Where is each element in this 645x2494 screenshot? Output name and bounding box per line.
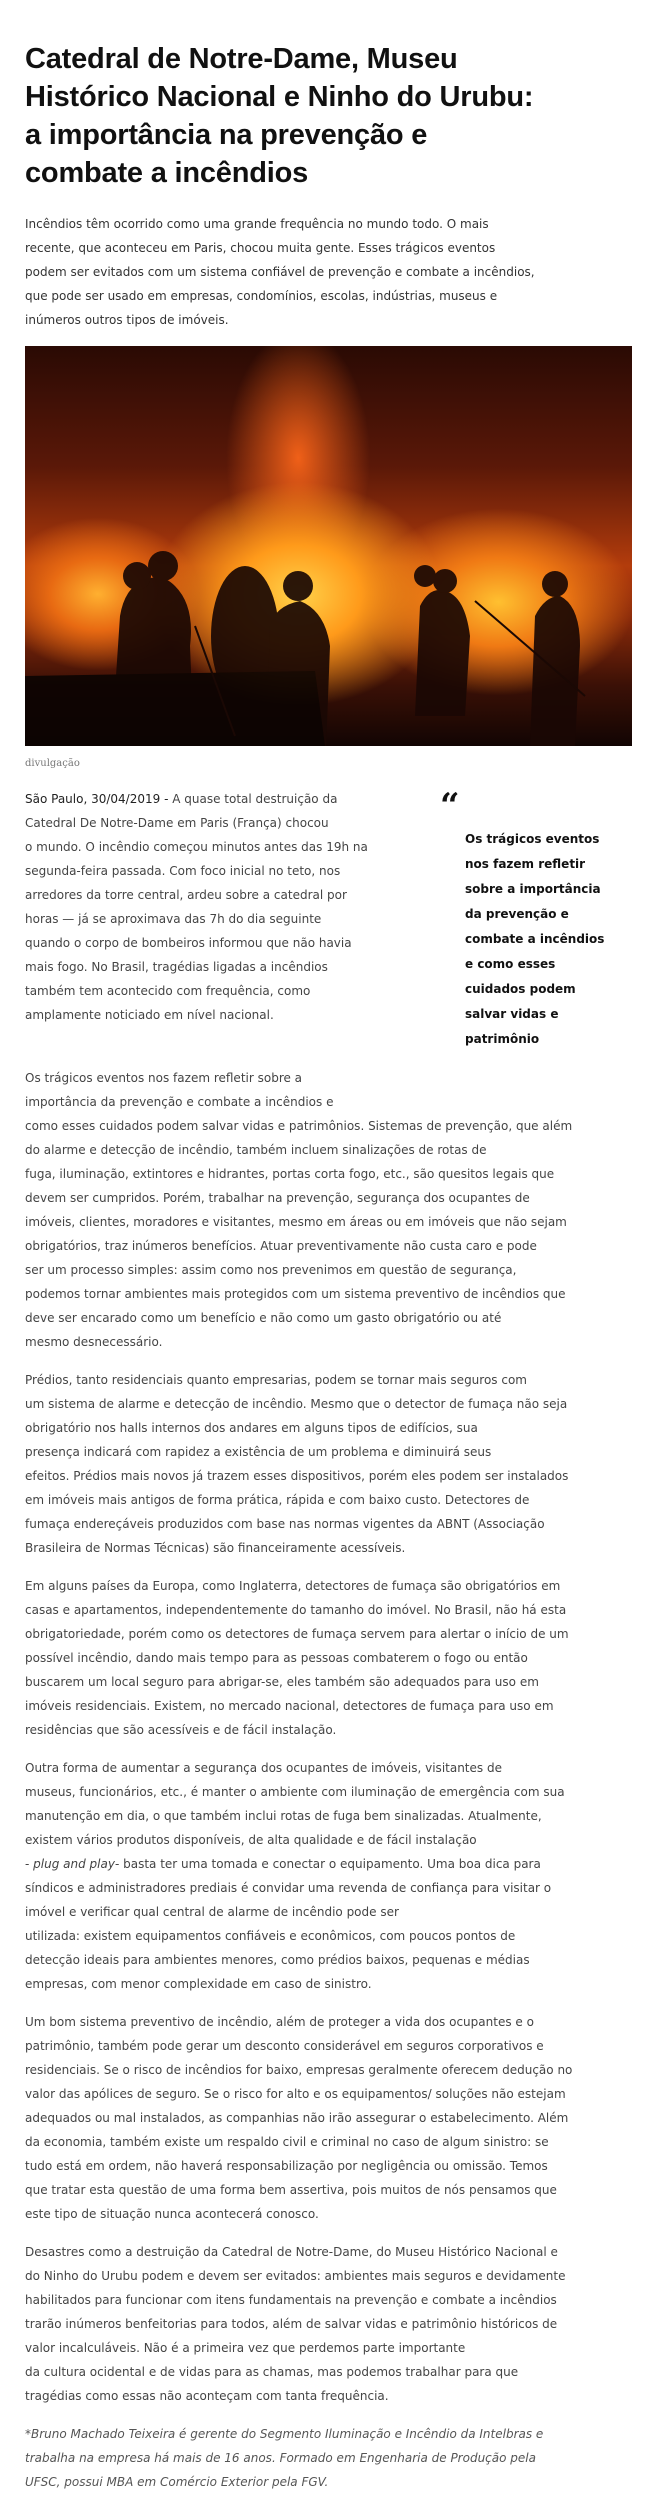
text-line: Outra forma de aumentar a segurança dos ocupantes de imóveis, visitantes de [25, 1761, 502, 1775]
text-line: detecção ideais para ambientes menores, como prédios baixos, pequenas e médias [25, 1953, 530, 1967]
text-line: buscarem um local seguro para abrigar-se, eles também são adequados para uso em [25, 1675, 539, 1689]
text-line: trarão inúmeros benfeitorias para todos, além de salvar vidas e patrimônio históricos de [25, 2317, 558, 2331]
text-line: em imóveis mais antigos de forma prática, rápida e com baixo custo. Detectores de [25, 1493, 530, 1507]
text-line: devem ser cumpridos. Porém, trabalhar na prevenção, segurança dos ocupantes de [25, 1191, 530, 1205]
text-line: podemos tornar ambientes mais protegidos com um sistema preventivo de incêndios que [25, 1287, 566, 1301]
text-line: mais fogo. No Brasil, tragédias ligadas a incêndios [25, 960, 328, 974]
pullquote-line: combate a incêndios [465, 932, 605, 946]
text-line: manutenção em dia, o que também inclui rotas de fuga bem sinalizadas. Atualmente, [25, 1809, 542, 1823]
text-line: Os trágicos eventos nos fazem refletir sobre a [25, 1071, 303, 1085]
text: - [25, 1857, 34, 1871]
pullquote-line: Os trágicos eventos [465, 832, 600, 846]
text-line: Um bom sistema preventivo de incêndio, além de proteger a vida dos ocupantes e o [25, 2015, 534, 2029]
text-line [25, 787, 430, 811]
text-line: que tratar esta questão de uma forma bem assertiva, pois muitos de nós pensamos que [25, 2183, 557, 2197]
text-line: quando o corpo de bombeiros informou que não havia [25, 936, 352, 950]
text-line: valor das apólices de seguro. Se o risco for alto e os equipamentos/ soluções não estejam [25, 2087, 566, 2101]
quote-icon: “ [440, 786, 460, 826]
pullquote-line: cuidados podem [465, 982, 576, 996]
text-line: presença indicará com rapidez a existência de um problema e diminuirá seus [25, 1445, 492, 1459]
text-line: ser um processo simples: assim como nos prevenimos em questão de segurança, [25, 1263, 517, 1277]
text-line: habilitados para funcionar com itens fundamentais na prevenção e combate a incêndios [25, 2293, 557, 2307]
text-line: este tipo de situação nunca acontecerá conosco. [25, 2207, 319, 2221]
firefighters-silhouettes [25, 346, 632, 746]
pullquote-line: da prevenção e [465, 907, 569, 921]
title-line: combate a incêndios [25, 157, 309, 189]
text-line: mesmo desnecessário. [25, 1335, 163, 1349]
title-line: Catedral de Notre-Dame, Museu [25, 43, 458, 75]
text-line: do alarme e detecção de incêndio, também incluem sinalizações de rotas de [25, 1143, 487, 1157]
text: A quase total destruição da [168, 792, 338, 806]
text-line: amplamente noticiado em nível nacional. [25, 1008, 274, 1022]
text-line: da economia, também existe um respaldo civil e criminal no caso de algum sinistro: se [25, 2135, 549, 2149]
text-line: da cultura ocidental e de vidas para as chamas, mas podemos trabalhar para que [25, 2365, 519, 2379]
text-line: imóveis, clientes, moradores e visitantes, mesmo em áreas ou em imóveis que não sejam [25, 1215, 567, 1229]
text-line: Brasileira de Normas Técnicas) são financeiramente acessíveis. [25, 1541, 406, 1555]
emphasis: plug and play [33, 1857, 115, 1871]
text-line: arredores da torre central, ardeu sobre a catedral por [25, 888, 347, 902]
text: - basta ter uma tomada e conectar o equipamento. Uma boa dica para [114, 1857, 541, 1871]
text-line: utilizada: existem equipamentos confiáveis e econômicos, com poucos pontos de [25, 1929, 516, 1943]
paragraph [25, 1574, 635, 1742]
paragraph [25, 1756, 635, 1996]
text-line: museus, funcionários, etc., é manter o ambiente com iluminação de emergência com sua [25, 1785, 565, 1799]
text-line: segunda-feira passada. Com foco inicial no teto, nos [25, 864, 341, 878]
bio-line: trabalha na empresa há mais de 16 anos. Formado em Engenharia de Produção pela [25, 2451, 536, 2465]
author-bio [25, 2422, 635, 2494]
text-line: Incêndios têm ocorrido como uma grande frequência no mundo todo. O mais [25, 217, 489, 231]
text-line: obrigatórios, traz inúmeros benefícios. Atuar preventivamente não custa caro e pode [25, 1239, 537, 1253]
text-line: Em alguns países da Europa, como Inglaterra, detectores de fumaça são obrigatórios em [25, 1579, 561, 1593]
text-line: fumaça endereçáveis produzidos com base nas normas vigentes da ABNT (Associação [25, 1517, 545, 1531]
title-line: Histórico Nacional e Ninho do Urubu: [25, 81, 534, 113]
article-title [25, 40, 635, 192]
text-line: tudo está em ordem, não haverá responsabilização por negligência ou omissão. Temos [25, 2159, 548, 2173]
bio-line: *Bruno Machado Teixeira é gerente do Segmento Iluminação e Incêndio da Intelbras e [25, 2427, 544, 2441]
pullquote-line: nos fazem refletir [465, 857, 586, 871]
text-line: obrigatoriedade, porém como os detectores de fumaça servem para alertar o início de um [25, 1627, 569, 1641]
paragraph [25, 2010, 635, 2226]
bio-line: UFSC, possui MBA em Comércio Exterior pela FGV. [25, 2475, 329, 2489]
paragraph [25, 1368, 635, 1560]
text-line: Prédios, tanto residenciais quanto empresarias, podem se tornar mais seguros com [25, 1373, 527, 1387]
paragraph [25, 2240, 635, 2408]
text-line: imóveis residenciais. Existem, no mercado nacional, detectores de fumaça para uso em [25, 1699, 554, 1713]
text-line: recente, que aconteceu em Paris, chocou muita gente. Esses trágicos eventos [25, 241, 496, 255]
text-line [25, 1852, 635, 1876]
paragraph [25, 1066, 635, 1354]
dateline: São Paulo, 30/04/2019 - [25, 792, 169, 806]
text-line: como esses cuidados podem salvar vidas e patrimônios. Sistemas de prevenção, que além [25, 1119, 573, 1133]
text-line: importância da prevenção e combate a incêndios e [25, 1095, 334, 1109]
text-line: Desastres como a destruição da Catedral de Notre-Dame, do Museu Histórico Nacional e [25, 2245, 558, 2259]
pullquote-text [465, 827, 635, 1052]
text-line: casas e apartamentos, independentemente do tamanho do imóvel. No Brasil, não há esta [25, 1603, 567, 1617]
text-line: do Ninho do Urubu podem e devem ser evitados: ambientes mais seguros e devidamente [25, 2269, 566, 2283]
text-line: adequados ou mal instalados, as companhias não irão assegurar o estabelecimento. Além [25, 2111, 569, 2125]
title-line: a importância na prevenção e [25, 119, 428, 151]
photo-caption: divulgação [25, 758, 80, 769]
firefighters-photo [25, 346, 632, 746]
text-line: fuga, iluminação, extintores e hidrantes, portas corta fogo, etc., são quesitos legais que [25, 1167, 555, 1181]
text-line: também tem acontecido com frequência, como [25, 984, 311, 998]
text-line: deve ser encarado como um benefício e não como um gasto obrigatório ou até [25, 1311, 502, 1325]
text-line: obrigatório nos halls internos dos andares em alguns tipos de edifícios, sua [25, 1421, 478, 1435]
text-line: o mundo. O incêndio começou minutos antes das 19h na [25, 840, 368, 854]
text-line: tragédias como essas não aconteçam com tanta frequência. [25, 2389, 389, 2403]
text-line: residências que são acessíveis e de fácil instalação. [25, 1723, 337, 1737]
pullquote-line: salvar vidas e [465, 1007, 559, 1021]
text-line: efeitos. Prédios mais novos já trazem esses dispositivos, porém eles podem ser instalados [25, 1469, 569, 1483]
text-line: residenciais. Se o risco de incêndios for baixo, empresas geralmente oferecem dedução no [25, 2063, 573, 2077]
text-line: inúmeros outros tipos de imóveis. [25, 313, 229, 327]
text-line: podem ser evitados com um sistema confiável de prevenção e combate a incêndios, [25, 265, 535, 279]
text-line: empresas, com menor complexidade em caso de sinistro. [25, 1977, 372, 1991]
text-line: imóvel e verificar qual central de alarme de incêndio pode ser [25, 1905, 399, 1919]
text-line: valor incalculáveis. Não é a primeira vez que perdemos parte importante [25, 2341, 466, 2355]
pullquote-line: sobre a importância [465, 882, 601, 896]
pullquote-line: patrimônio [465, 1032, 540, 1046]
text-line: existem vários produtos disponíveis, de alta qualidade e de fácil instalação [25, 1833, 477, 1847]
text-line: um sistema de alarme e detecção de incêndio. Mesmo que o detector de fumaça não seja [25, 1397, 568, 1411]
text-line: patrimônio, também pode gerar um desconto considerável em seguros corporativos e [25, 2039, 544, 2053]
article-lead [25, 212, 635, 332]
article-body [25, 787, 635, 2494]
pullquote [440, 787, 635, 1052]
text-line: possível incêndio, dando mais tempo para as pessoas combaterem o fogo ou então [25, 1651, 528, 1665]
text-line: horas — já se aproximava das 7h do dia seguinte [25, 912, 322, 926]
text-line: Catedral De Notre-Dame em Paris (França) chocou [25, 816, 329, 830]
paragraph [25, 787, 430, 1052]
text-line: síndicos e administradores prediais é convidar uma revenda de confiança para visitar o [25, 1881, 552, 1895]
pullquote-line: e como esses [465, 957, 556, 971]
text-line: que pode ser usado em empresas, condomínios, escolas, indústrias, museus e [25, 289, 498, 303]
